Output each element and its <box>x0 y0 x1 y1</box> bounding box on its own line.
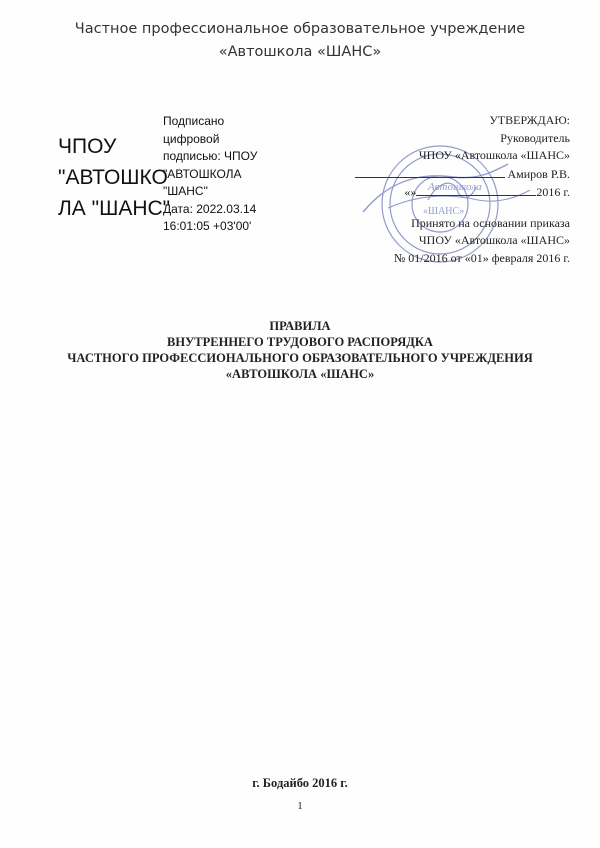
stamp-text-2: «ШАНС» <box>423 206 465 217</box>
signer-line: "АВТОШКО <box>58 166 168 189</box>
signature-meta <box>163 113 283 236</box>
approve-label: УТВЕРЖДАЮ: <box>489 113 570 127</box>
approve-position: Руководитель <box>500 130 570 145</box>
page-number: 1 <box>297 800 303 812</box>
meta-line: "ШАНС" <box>163 184 208 198</box>
approve-date-row <box>355 183 570 202</box>
signer-line: ЛА "ШАНС" <box>58 197 171 220</box>
signer-line: ЧПОУ <box>58 135 117 158</box>
approve-signer-row <box>355 165 570 184</box>
date-open-quote: « <box>404 185 411 199</box>
city-year: г. Бодайбо 2016 г. <box>252 776 348 790</box>
order-line: № 01/2016 от «01» февраля 2016 г. <box>393 250 570 265</box>
date-close-quote: » <box>410 185 417 199</box>
meta-line: 16:01:05 +03'00' <box>163 219 252 233</box>
meta-line: Дата: 2022.03.14 <box>163 201 257 216</box>
signature-signer-name <box>58 131 171 224</box>
document-header <box>0 18 600 64</box>
title-line-2: ВНУТРЕННЕГО ТРУДОВОГО РАСПОРЯДКА <box>167 335 433 349</box>
basis-line-2: ЧПОУ «Автошкола «ШАНС» <box>418 233 570 247</box>
title-line-3: ЧАСТНОГО ПРОФЕССИОНАЛЬНОГО ОБРАЗОВАТЕЛЬНОГО УЧРЕЖДЕНИЯ <box>67 351 533 365</box>
meta-line: подписью: ЧПОУ <box>163 149 258 163</box>
basis-line-1: Принято на основании приказа <box>411 215 570 230</box>
date-line <box>416 183 536 196</box>
header-line-2: «Автошкола «ШАНС» <box>218 44 382 60</box>
stamp-text-1: Автошкола <box>428 181 482 193</box>
header-line-1: Частное профессиональное образовательное учреждение <box>74 21 526 37</box>
approve-signer: Амиров Р.В. <box>507 166 570 181</box>
approve-year: 2016 г. <box>536 185 570 199</box>
meta-line: "АВТОШКОЛА <box>163 166 242 181</box>
signature-line <box>355 165 505 178</box>
meta-line: цифровой <box>163 131 220 146</box>
meta-line: Подписано <box>163 114 225 128</box>
title-line-4: «АВТОШКОЛА «ШАНС» <box>225 367 375 381</box>
approval-block <box>355 112 570 267</box>
title-line-1: ПРАВИЛА <box>269 319 331 333</box>
document-title <box>0 318 600 382</box>
approve-organization: ЧПОУ «Автошкола «ШАНС» <box>418 148 570 162</box>
